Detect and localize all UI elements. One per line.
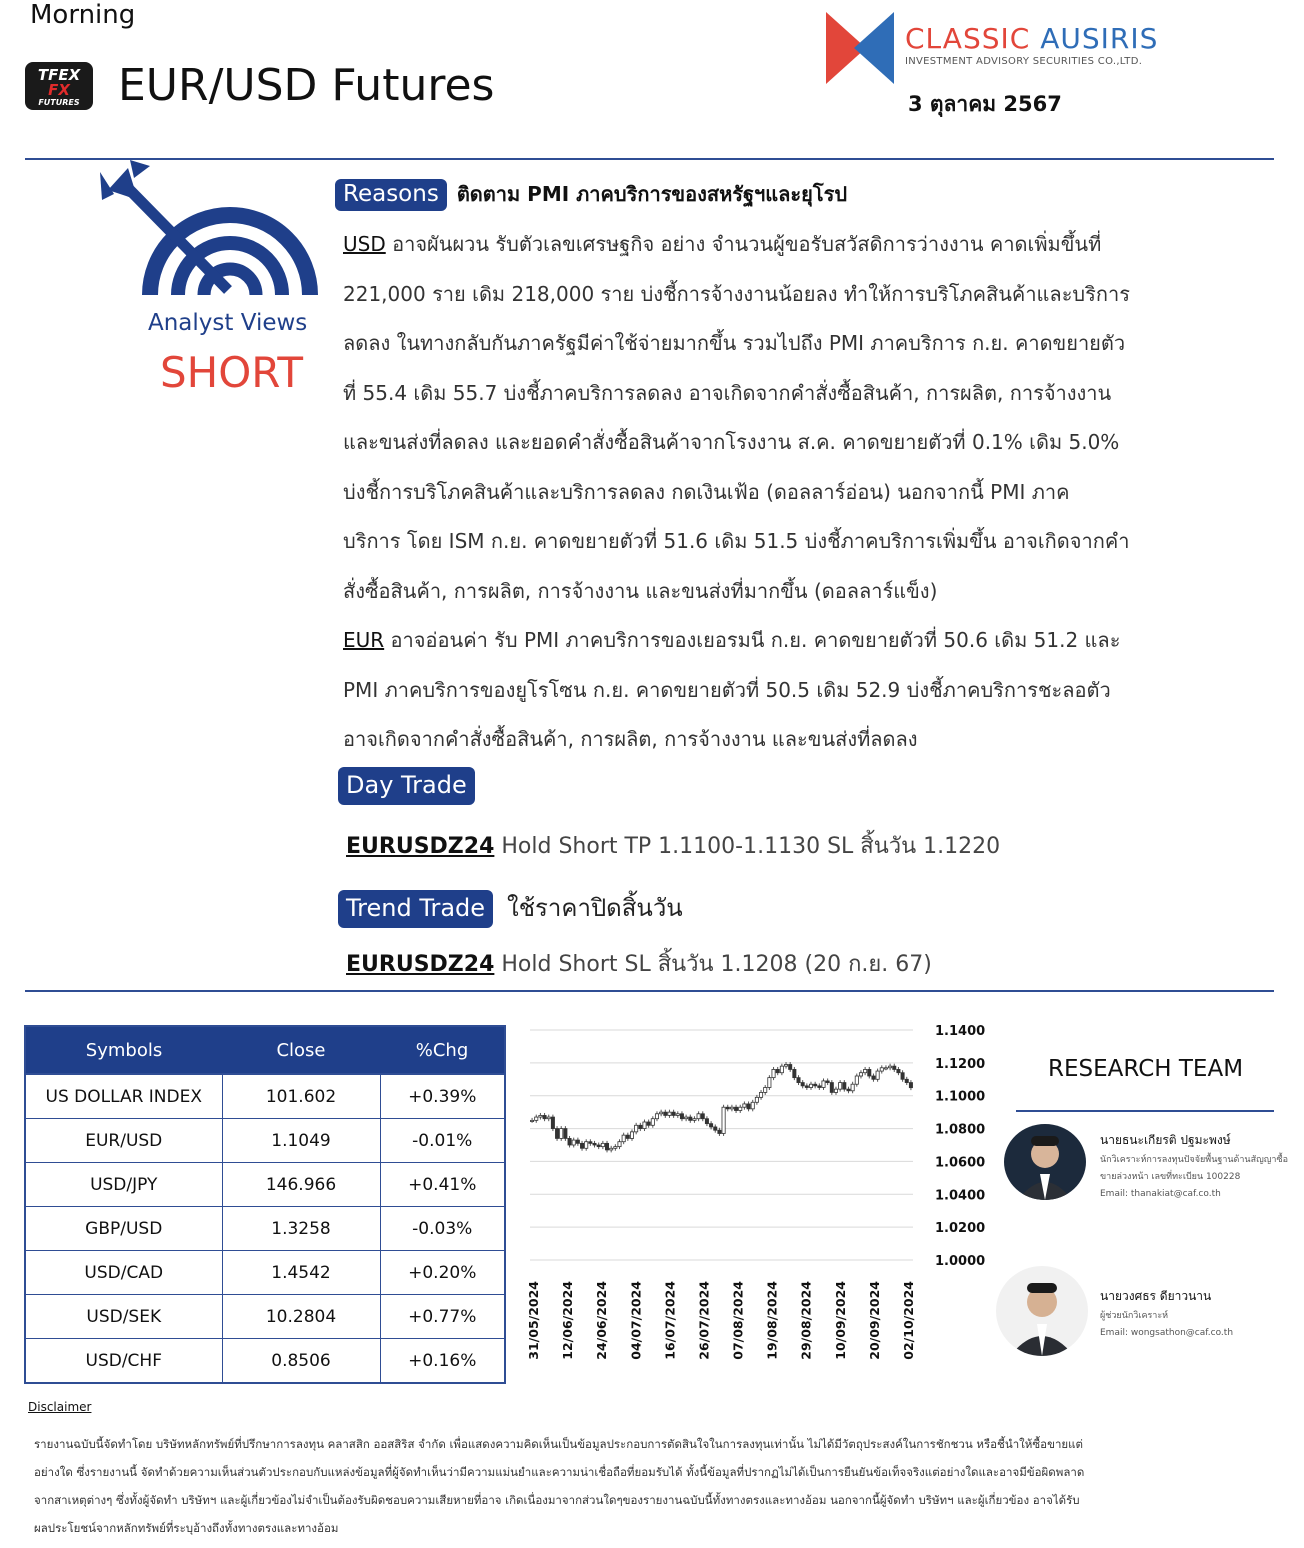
symbol-cell: GBP/USD	[25, 1207, 222, 1251]
member-1-info	[1100, 1152, 1288, 1203]
candle-body	[818, 1086, 821, 1088]
x-tick-label: 29/08/2024	[798, 1281, 814, 1360]
day-trade-label: Day Trade	[338, 767, 475, 805]
usd-line: 221,000 ราย เดิม 218,000 ราย บ่งชี้การจ้างงานน้อยลง ทำให้การบริโภคสินค้าและบริการ	[343, 281, 1130, 306]
candle-body	[543, 1115, 546, 1118]
usd-line: ลดลง ในทางกลับกันภาครัฐมีค่าใช้จ่ายมากขึ้น รวมไปถึง PMI ภาคบริการ ก.ย. คาดขยายตัว	[343, 331, 1126, 355]
candle-body	[568, 1138, 571, 1145]
disclaimer-text	[34, 1430, 1234, 1542]
candle-body	[847, 1089, 850, 1091]
day-trade-line	[346, 828, 1000, 863]
candle-body	[555, 1129, 558, 1139]
y-tick-label: 1.0600	[935, 1155, 986, 1171]
candle-body	[855, 1076, 858, 1084]
candle-body	[797, 1078, 800, 1083]
symbol-cell: US DOLLAR INDEX	[25, 1074, 222, 1119]
candle-body	[564, 1129, 567, 1139]
candle-body	[889, 1066, 892, 1068]
candle-body	[664, 1112, 667, 1115]
candle-body	[822, 1081, 825, 1088]
trend-trade-heading	[338, 888, 683, 928]
close-cell: 1.3258	[222, 1207, 380, 1251]
candle-body	[864, 1069, 867, 1072]
candle-body	[868, 1069, 871, 1076]
table-row	[25, 1074, 505, 1119]
change-cell: +0.77%	[380, 1295, 505, 1339]
candle-body	[593, 1143, 596, 1145]
disclaimer-line: อย่างใด ซึ่งรายงานนี้ จัดทำด้วยความเห็นส่วนตัวประกอบกับแหล่งข้อมูลที่ผู้จัดทำเห็นว่ามีความแม่นยำและความน่าเชื่อถือที่ยอมรับได้ ทั้งนี้ข้อมูลที่ปรากฏไม่ได้เป็นการยืนยันข้อเท็จจริงแต่อย่างใดและอาจมีข้อผิดพลาด	[34, 1465, 1085, 1479]
candle-body	[839, 1083, 842, 1090]
x-tick-label: 02/10/2024	[901, 1281, 916, 1360]
usd-line-text: อาจผันผวน รับตัวเลขเศรษฐกิจ อย่าง จำนวนผู้ขอรับสวัสดิการว่างงาน คาดเพิ่มขึ้นที่	[392, 232, 1102, 256]
brand-name-classic: CLASSIC	[905, 22, 1031, 55]
candle-body	[784, 1065, 787, 1067]
candle-body	[851, 1084, 854, 1091]
candle-body	[605, 1143, 608, 1150]
candle-body	[655, 1114, 658, 1119]
candle-body	[547, 1117, 550, 1119]
candle-body	[701, 1114, 704, 1119]
reasons-headline: ติดตาม PMI ภาคบริการของสหรัฐฯและยุโรป	[456, 182, 848, 206]
candle-body	[610, 1148, 613, 1150]
trend-trade-ticker: EURUSDZ24	[346, 952, 495, 977]
candle-body	[905, 1079, 908, 1082]
change-cell: +0.39%	[380, 1074, 505, 1119]
candle-body	[697, 1114, 700, 1119]
y-tick-label: 1.1000	[935, 1089, 986, 1105]
usd-ticker: USD	[343, 232, 386, 256]
y-tick-label: 1.0400	[935, 1188, 986, 1204]
disclaimer-title: Disclaimer	[28, 1400, 92, 1414]
logo-text-tfex: TFEX	[37, 66, 81, 84]
candle-body	[789, 1065, 792, 1070]
member-1-email: Email: thanakiat@caf.co.th	[1100, 1189, 1221, 1199]
report-date: 3 ตุลาคม 2567	[908, 92, 1062, 116]
x-tick-label: 31/05/2024	[526, 1281, 541, 1360]
page-title: EUR/USD Futures	[118, 60, 495, 111]
candle-body	[689, 1117, 692, 1120]
candle-body	[709, 1124, 712, 1127]
usd-line	[343, 220, 1243, 270]
candle-body	[772, 1069, 775, 1077]
candle-body	[560, 1129, 563, 1139]
brand-subtitle: INVESTMENT ADVISORY SECURITIES CO.,LTD.	[905, 56, 1143, 67]
eur-ticker: EUR	[343, 628, 385, 652]
table-row	[25, 1295, 505, 1339]
table-header-row	[25, 1026, 505, 1074]
candle-body	[618, 1142, 621, 1147]
analyst-photo-1	[1004, 1124, 1086, 1200]
candle-body	[893, 1066, 896, 1069]
candle-body	[676, 1114, 679, 1116]
candle-body	[651, 1119, 654, 1126]
candle-body	[539, 1115, 542, 1117]
x-tick-label: 10/09/2024	[832, 1281, 848, 1360]
day-trade-heading	[338, 767, 475, 805]
table-row	[25, 1163, 505, 1207]
candle-body	[759, 1092, 762, 1097]
x-tick-label: 12/06/2024	[560, 1281, 576, 1360]
symbol-cell: USD/CAD	[25, 1251, 222, 1295]
symbol-cell: USD/SEK	[25, 1295, 222, 1339]
trend-trade-label: Trend Trade	[338, 890, 493, 928]
section-divider	[25, 990, 1274, 992]
change-cell: +0.20%	[380, 1251, 505, 1295]
research-team-divider	[1016, 1110, 1274, 1112]
target-arrow-icon	[100, 160, 320, 320]
candle-body	[643, 1122, 646, 1129]
candle-body	[730, 1107, 733, 1109]
reasons-heading	[335, 178, 847, 210]
x-tick-label: 07/08/2024	[730, 1281, 746, 1360]
candle-body	[814, 1084, 817, 1086]
eur-line-text: อาจอ่อนค่า รับ PMI ภาคบริการของเยอรมนี ก.ย. คาดขยายตัวที่ 50.6 เดิม 51.2 และ	[390, 628, 1121, 652]
candle-body	[909, 1083, 912, 1088]
candle-body	[718, 1130, 721, 1133]
x-tick-label: 04/07/2024	[628, 1281, 644, 1360]
eur-line: PMI ภาคบริการของยูโรโซน ก.ย. คาดขยายตัวที่ 50.5 เดิม 52.9 บ่งชี้ภาคบริการชะลอตัว	[343, 677, 1111, 702]
candle-body	[660, 1112, 663, 1114]
x-tick-label: 20/09/2024	[866, 1281, 882, 1360]
header-symbols: Symbols	[25, 1026, 222, 1074]
table-row	[25, 1251, 505, 1295]
candle-body	[880, 1068, 883, 1071]
candle-body	[685, 1117, 688, 1119]
member-2-email: Email: wongsathon@caf.co.th	[1100, 1328, 1234, 1338]
table-row	[25, 1119, 505, 1163]
analyst-photo-2	[996, 1266, 1088, 1356]
candle-body	[714, 1127, 717, 1130]
y-tick-label: 1.0000	[935, 1254, 986, 1269]
candle-body	[872, 1076, 875, 1079]
candle-body	[589, 1142, 592, 1144]
candle-body	[876, 1071, 879, 1079]
candle-body	[572, 1140, 575, 1145]
candle-body	[530, 1120, 533, 1121]
eur-line: อาจเกิดจากคำสั่งซื้อสินค้า, การผลิต, การจ้างงาน และขนส่งที่ลดลง	[343, 727, 918, 751]
candle-body	[580, 1143, 583, 1148]
candle-body	[743, 1104, 746, 1107]
x-tick-label: 24/06/2024	[594, 1281, 610, 1360]
candle-body	[722, 1107, 725, 1133]
x-tick-label: 16/07/2024	[662, 1281, 678, 1360]
candle-body	[764, 1088, 767, 1093]
disclaimer-line: ผลประโยชน์จากหลักทรัพย์ที่ระบุอ้างถึงทั้งทางตรงและทางอ้อม	[34, 1521, 339, 1535]
trend-trade-line	[346, 946, 932, 981]
usd-line: ที่ 55.4 เดิม 55.7 บ่งชี้ภาคบริการลดลง อาจเกิดจากคำสั่งซื้อสินค้า, การผลิต, การจ้างงาน	[343, 380, 1112, 405]
y-tick-label: 1.1400	[935, 1024, 986, 1039]
usd-line: บริการ โดย ISM ก.ย. คาดขยายตัวที่ 51.6 เดิม 51.5 บ่งชี้ภาคบริการเพิ่มขึ้น อาจเกิดจากคำ	[343, 529, 1130, 553]
candle-body	[747, 1104, 750, 1109]
candle-body	[768, 1078, 771, 1088]
symbol-cell: USD/CHF	[25, 1339, 222, 1384]
avatar	[1004, 1124, 1086, 1200]
trend-trade-note: ใช้ราคาปิดสิ้นวัน	[507, 894, 683, 922]
candle-body	[793, 1069, 796, 1077]
candle-body	[639, 1125, 642, 1128]
candle-body	[693, 1119, 696, 1121]
day-trade-ticker: EURUSDZ24	[346, 834, 495, 859]
symbol-cell: USD/JPY	[25, 1163, 222, 1207]
candle-body	[622, 1135, 625, 1142]
member-1-name: นายธนะเกียรติ ปฐมะพงษ์	[1100, 1133, 1231, 1147]
candle-body	[597, 1145, 600, 1147]
candle-body	[705, 1119, 708, 1124]
change-cell: +0.41%	[380, 1163, 505, 1207]
y-tick-label: 1.1200	[935, 1056, 986, 1072]
y-tick-label: 1.0800	[935, 1122, 986, 1138]
trend-trade-text: Hold Short SL สิ้นวัน 1.1208 (20 ก.ย. 67)	[501, 952, 932, 977]
x-tick-label: 26/07/2024	[696, 1281, 712, 1360]
candle-body	[776, 1069, 779, 1072]
header-close: Close	[222, 1026, 380, 1074]
candle-body	[535, 1117, 538, 1120]
close-cell: 1.1049	[222, 1119, 380, 1163]
symbol-cell: EUR/USD	[25, 1119, 222, 1163]
candle-body	[585, 1142, 588, 1149]
candle-body	[884, 1068, 887, 1069]
candle-body	[901, 1073, 904, 1080]
candle-body	[751, 1102, 754, 1109]
y-tick-label: 1.0200	[935, 1221, 986, 1237]
candle-body	[780, 1066, 783, 1073]
analyst-view-short: SHORT	[160, 348, 304, 397]
close-cell: 10.2804	[222, 1295, 380, 1339]
candle-body	[601, 1143, 604, 1146]
logo-text-fx: FX	[48, 81, 70, 99]
candle-body	[551, 1117, 554, 1129]
market-table	[24, 1025, 506, 1384]
change-cell: -0.01%	[380, 1119, 505, 1163]
candle-body	[614, 1147, 617, 1149]
candle-body	[576, 1140, 579, 1143]
candle-body	[647, 1122, 650, 1125]
disclaimer-line: รายงานฉบับนี้จัดทำโดย บริษัทหลักทรัพย์ที่ปรึกษาการลงทุน คลาสสิก ออสสิริส จำกัด เพื่อแสดงความคิดเห็นเป็นข้อมูลประกอบการตัดสินใจในการลงทุนเท่านั้น ไม่ได้มีวัตถุประสงค์ในการชักชวน หรือชี้นำให้ซื้อขายแต่	[34, 1437, 1084, 1451]
avatar	[996, 1266, 1088, 1356]
candle-body	[635, 1125, 638, 1132]
logo-text-futures: FUTURES	[38, 98, 80, 107]
member-1-role: นักวิเคราะห์การลงทุนปัจจัยพื้นฐานด้านสัญญาซื้อ	[1100, 1155, 1288, 1165]
candle-body	[805, 1086, 808, 1088]
tfex-fx-futures-logo	[25, 62, 93, 110]
member-2-role: ผู้ช่วยนักวิเคราะห์	[1100, 1311, 1169, 1321]
candle-body	[626, 1135, 629, 1138]
eurusd-price-chart	[520, 1015, 990, 1370]
table-row	[25, 1339, 505, 1384]
candle-body	[630, 1132, 633, 1139]
close-cell: 146.966	[222, 1163, 380, 1207]
disclaimer-line: จากสาเหตุต่างๆ ซึ่งทั้งผู้จัดทำ บริษัทฯ และผู้เกี่ยวข้องไม่จำเป็นต้องรับผิดชอบความเสียหายที่อาจ เกิดเนื่องมาจากส่วนใดๆของรายงานฉบับนี้ทั้งทางตรงและทางอ้อม นอกจากนี้ผู้จัดทำ บริษัทฯ และผู้เกี่ยวข้อง อาจได้รับ	[34, 1493, 1080, 1507]
candle-body	[668, 1112, 671, 1115]
member-1-reg: ขายล่วงหน้า เลขที่ทะเบียน 100228	[1100, 1172, 1241, 1182]
candle-body	[672, 1112, 675, 1115]
member-2-info	[1100, 1308, 1233, 1342]
research-team-title: RESEARCH TEAM	[1048, 1056, 1244, 1082]
usd-paragraph	[343, 220, 1243, 765]
brand-name	[905, 22, 1158, 55]
close-cell: 101.602	[222, 1074, 380, 1119]
x-tick-label: 19/08/2024	[764, 1281, 780, 1360]
member-2-name: นายวงศธร ดียาวนาน	[1100, 1289, 1212, 1303]
candle-body	[859, 1073, 862, 1076]
candle-body	[739, 1107, 742, 1110]
reasons-label: Reasons	[335, 179, 447, 211]
brand-name-ausiris: AUSIRIS	[1040, 22, 1159, 55]
analyst-views-label: Analyst Views	[148, 310, 308, 336]
change-cell: -0.03%	[380, 1207, 505, 1251]
change-cell: +0.16%	[380, 1339, 505, 1384]
usd-line: และขนส่งที่ลดลง และยอดคำสั่งซื้อสินค้าจากโรงงาน ส.ค. คาดขยายตัวที่ 0.1% เดิม 5.0%	[343, 430, 1120, 454]
table-row	[25, 1207, 505, 1251]
close-cell: 0.8506	[222, 1339, 380, 1384]
candle-body	[755, 1097, 758, 1102]
eur-line	[343, 616, 1243, 666]
edition-label: Morning	[30, 0, 136, 30]
header-pct-change: %Chg	[380, 1026, 505, 1074]
candle-body	[834, 1089, 837, 1092]
candle-body	[826, 1081, 829, 1083]
usd-line: สั่งซื้อสินค้า, การผลิต, การจ้างงาน และขนส่งที่มากขึ้น (ดอลลาร์แข็ง)	[343, 578, 938, 603]
candle-body	[830, 1083, 833, 1093]
candle-body	[680, 1114, 683, 1119]
candle-body	[734, 1107, 737, 1110]
close-cell: 1.4542	[222, 1251, 380, 1295]
candle-body	[843, 1083, 846, 1090]
candle-body	[809, 1084, 812, 1087]
candle-body	[897, 1069, 900, 1072]
candle-body	[801, 1083, 804, 1086]
classic-ausiris-logo-mark	[826, 12, 894, 84]
candle-body	[726, 1107, 729, 1109]
day-trade-text: Hold Short TP 1.1100-1.1130 SL สิ้นวัน 1.1220	[501, 834, 1001, 859]
usd-line: บ่งชี้การบริโภคสินค้าและบริการลดลง กดเงินเฟ้อ (ดอลลาร์อ่อน) นอกจากนี้ PMI ภาค	[343, 479, 1070, 504]
